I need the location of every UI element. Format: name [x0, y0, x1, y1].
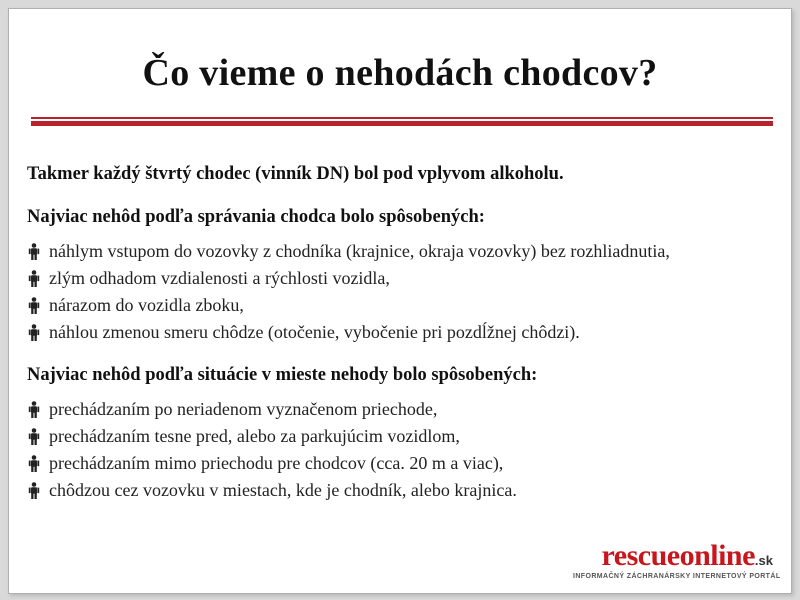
list-item-text: náhlym vstupom do vozovky z chodníka (krajnice, okraja vozovky) bez rozhliadnutia, — [49, 241, 670, 261]
pedestrian-icon — [27, 428, 41, 445]
section-heading-behavior: Najviac nehôd podľa správania chodca bolo spôsobených: — [27, 207, 485, 227]
list-item — [27, 267, 775, 289]
lead-statement: Takmer každý štvrtý chodec (vinník DN) bol pod vplyvom alkoholu. — [27, 164, 564, 184]
slide-title: Čo vieme o nehodách chodcov? — [142, 52, 658, 94]
list-item-text: náhlou zmenou smeru chôdze (otočenie, vybočenie pri pozdĺžnej chôdzi). — [49, 322, 580, 342]
pedestrian-icon — [27, 270, 41, 287]
pedestrian-icon — [27, 455, 41, 472]
list-item — [27, 452, 775, 474]
list-item-text: prechádzaním po neriadenom vyznačenom priechode, — [49, 399, 438, 419]
pedestrian-icon — [27, 297, 41, 314]
list-item — [27, 240, 775, 262]
rescueonline-logo — [573, 539, 781, 583]
logo-brand: rescueonline — [601, 539, 755, 572]
section-heading-situation: Najviac nehôd podľa situácie v mieste nehody bolo spôsobených: — [27, 365, 538, 385]
slide-content — [27, 164, 775, 523]
list-item — [27, 294, 775, 316]
slide — [8, 8, 792, 594]
title-divider-thick — [31, 121, 773, 126]
pedestrian-icon — [27, 324, 41, 341]
pedestrian-icon — [27, 482, 41, 499]
list-item-text: chôdzou cez vozovku v miestach, kde je chodník, alebo krajnica. — [49, 480, 517, 500]
list-item — [27, 479, 775, 501]
list-item — [27, 398, 775, 420]
title-divider-thin — [31, 117, 773, 119]
pedestrian-icon — [27, 401, 41, 418]
logo-tld: .sk — [754, 553, 773, 568]
bullet-list-situation — [27, 398, 775, 501]
bullet-list-behavior — [27, 240, 775, 343]
list-item-text: prechádzaním tesne pred, alebo za parkujúcim vozidlom, — [49, 426, 460, 446]
list-item-text: prechádzaním mimo priechodu pre chodcov (cca. 20 m a viac), — [49, 453, 504, 473]
list-item-text: nárazom do vozidla zboku, — [49, 295, 244, 315]
list-item-text: zlým odhadom vzdialenosti a rýchlosti vozidla, — [49, 268, 390, 288]
logo-tagline: INFORMAČNÝ ZÁCHRANÁRSKY INTERNETOVÝ PORTÁL — [573, 573, 781, 580]
list-item — [27, 425, 775, 447]
pedestrian-icon — [27, 243, 41, 260]
list-item — [27, 321, 775, 343]
